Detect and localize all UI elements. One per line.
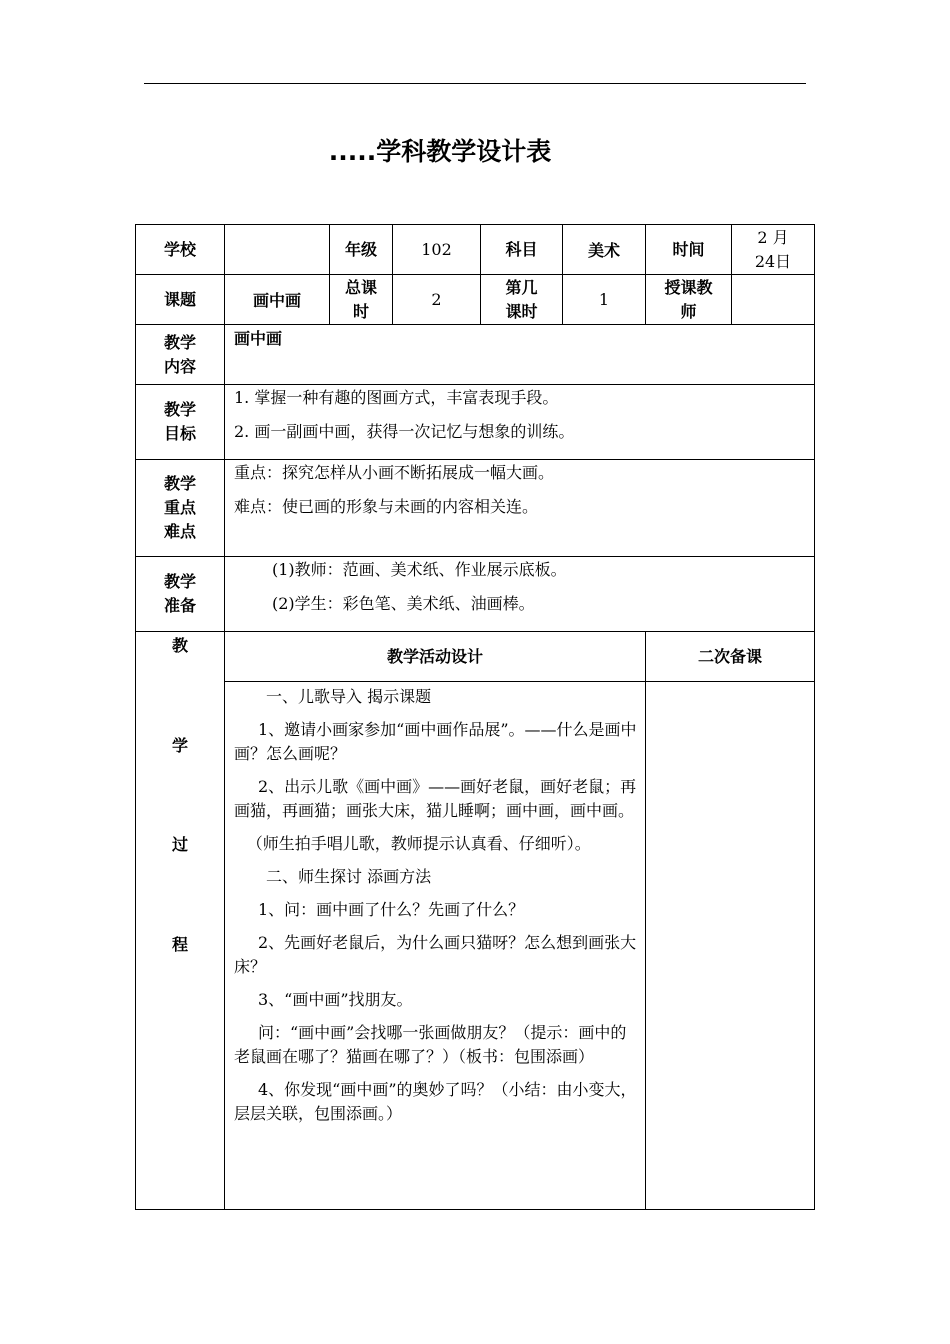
key-point: 重点：探究怎样从小画不断拓展成一幅大画。 [234,463,555,482]
teacher-label-line2: 师 [680,301,697,321]
teacher-label [646,275,732,325]
process-label [136,632,225,1210]
grade-value: 102 [393,225,481,275]
activity-content [225,682,646,1210]
keypoints-label [136,460,225,557]
activity-paragraph: 2、出示儿歌《画中画》——画好老鼠，画好老鼠；再画猫，再画猫；画张大床，猫儿睡啊；画中画，画中画。 [234,777,637,820]
school-value [225,225,330,275]
total-hours-value: 2 [393,275,481,325]
goals-cell [225,385,815,460]
keypoints-label-line2: 重点 [163,498,196,517]
activity-paragraph: 问：“画中画”会找哪一张画做朋友？（提示：画中的老鼠画在哪了？猫画在哪了？）（板书：包围添画） [234,1023,627,1066]
difficulty-point: 难点：使已画的形象与未画的内容相关连。 [234,497,539,516]
time-label: 时间 [646,225,732,275]
keypoints-label-line3: 难点 [163,522,196,541]
prep-label-line2: 准备 [163,596,196,615]
lesson-number-value: 1 [563,275,646,325]
lesson-number-label-line2: 课时 [505,301,538,321]
prep-label-line1: 教学 [163,572,196,591]
goal-item: 2. 画一副画中画，获得一次记忆与想象的训练。 [234,422,575,441]
prep-label [136,557,225,632]
process-label-char: 过 [171,835,188,854]
activity-paragraph: 1、问：画中画了什么？先画了什么？ [258,900,525,919]
school-label: 学校 [136,225,225,275]
subject-label: 科目 [481,225,563,275]
goals-label-line2: 目标 [163,424,196,443]
goals-label [136,385,225,460]
prep-item: (1)教师：范画、美术纸、作业展示底板。 [272,560,567,579]
process-label-char: 教 [171,636,188,655]
total-hours-label [330,275,393,325]
grade-label: 年级 [330,225,393,275]
prep-item: (2)学生：彩色笔、美术纸、油画棒。 [272,594,535,613]
teacher-value [732,275,815,325]
activity-paragraph: （师生拍手唱儿歌，教师提示认真看、仔细听）。 [246,834,591,853]
page-title: .....学科教学设计表 [328,137,552,166]
time-value-day: 24日 [754,251,792,271]
header-rule [144,83,806,84]
process-label-char: 程 [171,934,188,954]
activity-paragraph: 4、你发现“画中画”的奥妙了吗？（小结：由小变大，层层关联，包围添画。） [234,1080,637,1123]
content-label [136,325,225,385]
time-value [732,225,815,275]
lesson-number-label-line1: 第几 [505,277,538,297]
content-text: 画中画 [234,329,283,348]
subject-value: 美术 [563,225,646,275]
activity-paragraph: 3、“画中画”找朋友。 [258,990,413,1009]
total-hours-label-line2: 时 [352,301,369,321]
activity-paragraph: 二、师生探讨 添画方法 [266,867,432,886]
goals-label-line1: 教学 [163,400,196,419]
activity-paragraph: 一、儿歌导入 揭示课题 [266,687,432,706]
activity-paragraph: 2、先画好老鼠后，为什么画只猫呀？怎么想到画张大床？ [234,933,637,976]
keypoints-cell [225,460,815,557]
lesson-number-label [481,275,563,325]
topic-value: 画中画 [225,275,330,325]
content-label-line1: 教学 [163,332,196,352]
keypoints-label-line1: 教学 [163,474,196,493]
content-label-line2: 内容 [163,356,196,376]
activity-paragraph: 1、邀请小画家参加“画中画作品展”。——什么是画中画？怎么画呢？ [234,720,637,763]
topic-label: 课题 [136,275,225,325]
goal-item: 1. 掌握一种有趣的图画方式，丰富表现手段。 [234,388,559,407]
time-value-month: 2 月 [757,227,789,247]
activity-design-header: 教学活动设计 [225,632,646,682]
lesson-plan-table [135,224,815,1210]
content-cell [225,325,815,385]
second-prep-cell [646,682,815,1210]
second-prep-header: 二次备课 [646,632,815,682]
teacher-label-line1: 授课教 [664,277,713,297]
prep-cell [225,557,815,632]
process-label-char: 学 [171,735,188,755]
total-hours-label-line1: 总课 [344,277,377,297]
